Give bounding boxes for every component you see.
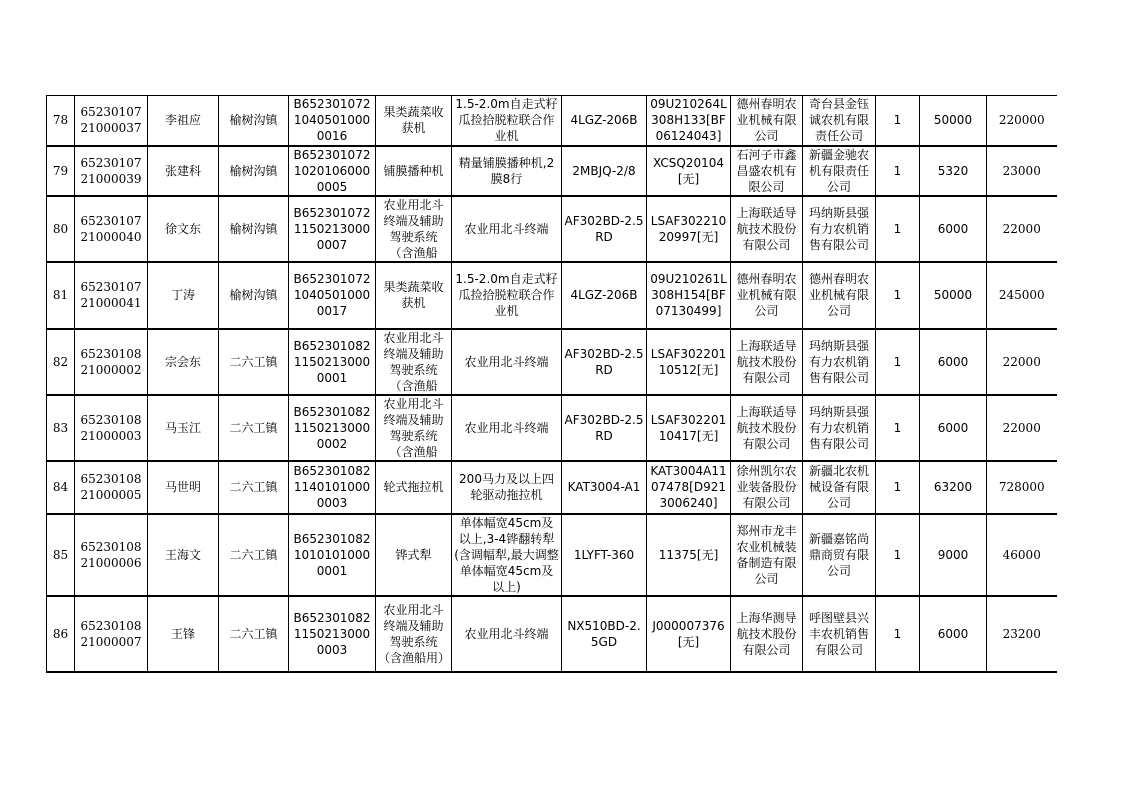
- town-cell: 二六工镇: [219, 461, 289, 514]
- maker-cell: 郑州市龙丰农业机械装备制造有限公司: [731, 514, 803, 596]
- model-cell: 4LGZ-206B: [562, 96, 647, 146]
- subsidy-cell: 50000: [920, 262, 987, 329]
- maker-cell: 德州春明农业机械有限公司: [731, 96, 803, 146]
- serial-cell: KAT3004A1107478[D9213006240]: [647, 461, 731, 514]
- town-cell: 二六工镇: [219, 329, 289, 395]
- id-cell: 6523010821000005: [75, 461, 148, 514]
- id-cell: 6523010721000040: [75, 196, 148, 262]
- model-cell: AF302BD-2.5RD: [562, 395, 647, 461]
- item-cell: 果类蔬菜收获机: [376, 96, 452, 146]
- table-row: [47, 461, 1057, 514]
- id-cell: 6523010821000003: [75, 395, 148, 461]
- serial-cell: XCSQ20104[无]: [647, 146, 731, 196]
- row-number: 84: [47, 461, 75, 514]
- serial-cell: 09U210264L308H133[BF06124043]: [647, 96, 731, 146]
- name-cell: 丁涛: [148, 262, 219, 329]
- serial-cell: J000007376[无]: [647, 596, 731, 672]
- maker-cell: 石河子市鑫昌盛农机有限公司: [731, 146, 803, 196]
- subsidy-cell: 6000: [920, 196, 987, 262]
- seller-cell: 新疆金驰农机有限责任公司: [803, 146, 876, 196]
- town-cell: 二六工镇: [219, 514, 289, 596]
- row-number: 80: [47, 196, 75, 262]
- price-cell: 22000: [987, 395, 1057, 461]
- price-cell: 22000: [987, 329, 1057, 395]
- item-cell: 轮式拖拉机: [376, 461, 452, 514]
- desc-cell: 1.5-2.0m自走式籽瓜捡拾脱粒联合作业机: [452, 262, 562, 329]
- seller-cell: 新疆北农机械设备有限公司: [803, 461, 876, 514]
- item-cell: 果类蔬菜收获机: [376, 262, 452, 329]
- code-cell: B65230107210201060000005: [289, 146, 376, 196]
- desc-cell: 200马力及以上四轮驱动拖拉机: [452, 461, 562, 514]
- name-cell: 徐文东: [148, 196, 219, 262]
- id-cell: 6523010821000002: [75, 329, 148, 395]
- town-cell: 榆树沟镇: [219, 146, 289, 196]
- serial-cell: LSAF30220110417[无]: [647, 395, 731, 461]
- item-cell: 铺膜播种机: [376, 146, 452, 196]
- name-cell: 宗会东: [148, 329, 219, 395]
- qty-cell: 1: [876, 262, 920, 329]
- row-number: 85: [47, 514, 75, 596]
- subsidy-cell: 63200: [920, 461, 987, 514]
- qty-cell: 1: [876, 514, 920, 596]
- id-cell: 6523010821000007: [75, 596, 148, 672]
- name-cell: 李祖应: [148, 96, 219, 146]
- maker-cell: 徐州凯尔农业装备股份有限公司: [731, 461, 803, 514]
- table-row: [47, 96, 1057, 146]
- model-cell: AF302BD-2.5RD: [562, 196, 647, 262]
- maker-cell: 上海联适导航技术股份有限公司: [731, 196, 803, 262]
- code-cell: B65230108211401010000003: [289, 461, 376, 514]
- price-cell: 23200: [987, 596, 1057, 672]
- id-cell: 6523010721000039: [75, 146, 148, 196]
- maker-cell: 上海联适导航技术股份有限公司: [731, 329, 803, 395]
- subsidy-cell: 6000: [920, 329, 987, 395]
- town-cell: 榆树沟镇: [219, 262, 289, 329]
- seller-cell: 呼图壁县兴丰农机销售有限公司: [803, 596, 876, 672]
- item-cell: 农业用北斗终端及辅助驾驶系统（含渔船: [376, 395, 452, 461]
- item-cell: 农业用北斗终端及辅助驾驶系统（含渔船: [376, 329, 452, 395]
- town-cell: 榆树沟镇: [219, 96, 289, 146]
- code-cell: B65230108211502130000003: [289, 596, 376, 672]
- subsidy-cell: 6000: [920, 395, 987, 461]
- price-cell: 46000: [987, 514, 1057, 596]
- seller-cell: 玛纳斯县强有力农机销售有限公司: [803, 395, 876, 461]
- name-cell: 马世明: [148, 461, 219, 514]
- code-cell: B65230107210405010000017: [289, 262, 376, 329]
- id-cell: 6523010721000041: [75, 262, 148, 329]
- qty-cell: 1: [876, 461, 920, 514]
- maker-cell: 德州春明农业机械有限公司: [731, 262, 803, 329]
- row-number: 78: [47, 96, 75, 146]
- serial-cell: 09U210261L308H154[BF07130499]: [647, 262, 731, 329]
- qty-cell: 1: [876, 196, 920, 262]
- name-cell: 王锋: [148, 596, 219, 672]
- maker-cell: 上海华测导航技术股份有限公司: [731, 596, 803, 672]
- qty-cell: 1: [876, 96, 920, 146]
- subsidy-cell: 6000: [920, 596, 987, 672]
- name-cell: 马玉江: [148, 395, 219, 461]
- town-cell: 榆树沟镇: [219, 196, 289, 262]
- table-row: [47, 196, 1057, 262]
- qty-cell: 1: [876, 596, 920, 672]
- code-cell: B65230107211502130000007: [289, 196, 376, 262]
- item-cell: 农业用北斗终端及辅助驾驶系统（含渔船: [376, 196, 452, 262]
- table-row: [47, 146, 1057, 196]
- table-row: [47, 514, 1057, 596]
- row-number: 83: [47, 395, 75, 461]
- qty-cell: 1: [876, 146, 920, 196]
- code-cell: B65230108211502130000002: [289, 395, 376, 461]
- qty-cell: 1: [876, 395, 920, 461]
- serial-cell: LSAF30221020997[无]: [647, 196, 731, 262]
- model-cell: NX510BD-2.5GD: [562, 596, 647, 672]
- desc-cell: 单体幅宽45cm及以上,3-4铧翻转犁(含调幅犁,最大调整单体幅宽45cm及以上): [452, 514, 562, 596]
- row-number: 86: [47, 596, 75, 672]
- seller-cell: 玛纳斯县强有力农机销售有限公司: [803, 196, 876, 262]
- price-cell: 220000: [987, 96, 1057, 146]
- id-cell: 6523010821000006: [75, 514, 148, 596]
- name-cell: 张建科: [148, 146, 219, 196]
- subsidy-table: [46, 95, 1057, 673]
- serial-cell: 11375[无]: [647, 514, 731, 596]
- model-cell: AF302BD-2.5RD: [562, 329, 647, 395]
- subsidy-cell: 9000: [920, 514, 987, 596]
- desc-cell: 农业用北斗终端: [452, 196, 562, 262]
- subsidy-cell: 5320: [920, 146, 987, 196]
- seller-cell: 新疆嘉铭尚鼎商贸有限公司: [803, 514, 876, 596]
- table-row: [47, 395, 1057, 461]
- desc-cell: 农业用北斗终端: [452, 596, 562, 672]
- desc-cell: 精量铺膜播种机,2膜8行: [452, 146, 562, 196]
- model-cell: 1LYFT-360: [562, 514, 647, 596]
- row-number: 79: [47, 146, 75, 196]
- price-cell: 728000: [987, 461, 1057, 514]
- price-cell: 23000: [987, 146, 1057, 196]
- maker-cell: 上海联适导航技术股份有限公司: [731, 395, 803, 461]
- code-cell: B65230108211502130000001: [289, 329, 376, 395]
- serial-cell: LSAF30220110512[无]: [647, 329, 731, 395]
- table-row: [47, 596, 1057, 672]
- price-cell: 22000: [987, 196, 1057, 262]
- seller-cell: 玛纳斯县强有力农机销售有限公司: [803, 329, 876, 395]
- table-row: [47, 262, 1057, 329]
- qty-cell: 1: [876, 329, 920, 395]
- desc-cell: 农业用北斗终端: [452, 395, 562, 461]
- price-cell: 245000: [987, 262, 1057, 329]
- model-cell: 2MBJQ-2/8: [562, 146, 647, 196]
- table-row: [47, 329, 1057, 395]
- model-cell: KAT3004-A1: [562, 461, 647, 514]
- desc-cell: 农业用北斗终端: [452, 329, 562, 395]
- code-cell: B65230108210101010000001: [289, 514, 376, 596]
- item-cell: 铧式犁: [376, 514, 452, 596]
- seller-cell: 德州春明农业机械有限公司: [803, 262, 876, 329]
- seller-cell: 奇台县金钰诚农机有限责任公司: [803, 96, 876, 146]
- model-cell: 4LGZ-206B: [562, 262, 647, 329]
- town-cell: 二六工镇: [219, 395, 289, 461]
- desc-cell: 1.5-2.0m自走式籽瓜捡拾脱粒联合作业机: [452, 96, 562, 146]
- code-cell: B65230107210405010000016: [289, 96, 376, 146]
- town-cell: 二六工镇: [219, 596, 289, 672]
- name-cell: 王海文: [148, 514, 219, 596]
- subsidy-cell: 50000: [920, 96, 987, 146]
- item-cell: 农业用北斗终端及辅助驾驶系统（含渔船用）: [376, 596, 452, 672]
- row-number: 82: [47, 329, 75, 395]
- id-cell: 6523010721000037: [75, 96, 148, 146]
- row-number: 81: [47, 262, 75, 329]
